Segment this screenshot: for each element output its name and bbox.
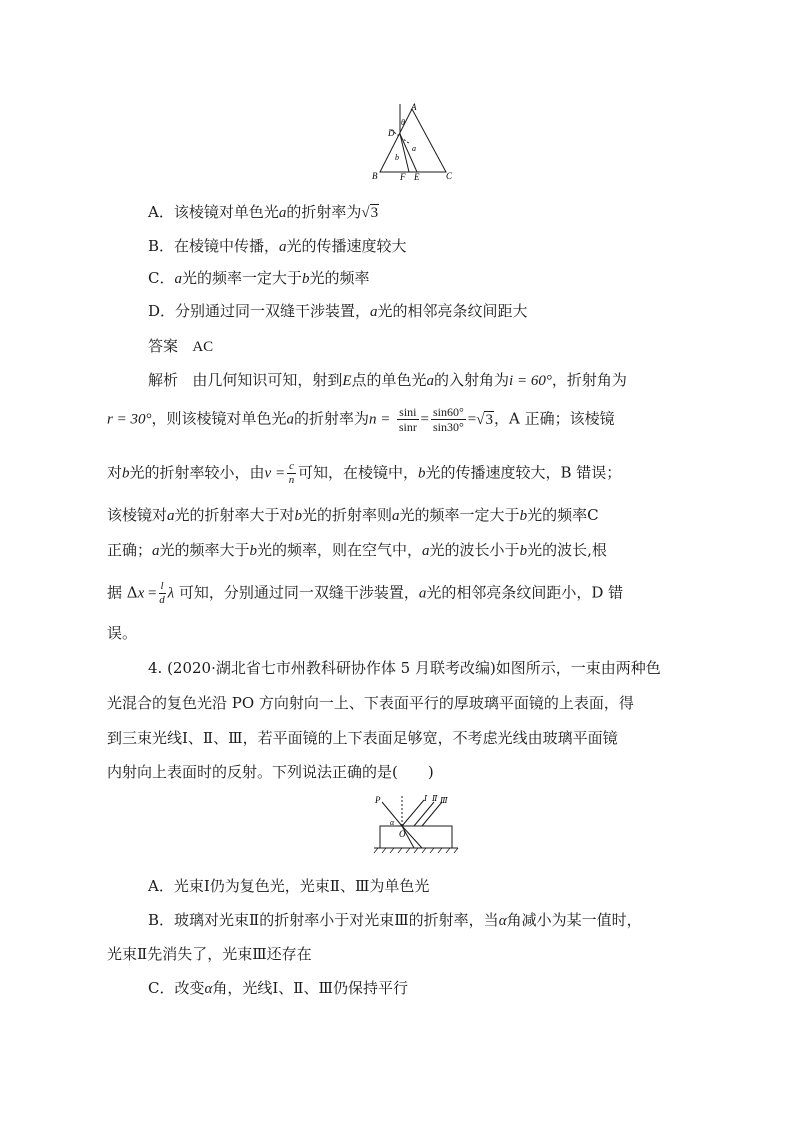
ray-III [422, 802, 442, 826]
label-A: A [411, 102, 417, 112]
q4-stem-line-2: 光混合的复色光沿 PO 方向射向一上、下表面平行的厚玻璃平面镜的上表面，得 [107, 694, 634, 712]
glass-slab-figure [372, 792, 462, 854]
analysis-line-4: 该棱镜对a光的折射率大于对b光的折射率则a光的频率一定大于b光的频率C [107, 506, 599, 524]
analysis-line-1: 解析 由几何知识可知，射到E点的单色光a的入射角为i = 60°，折射角为 [148, 371, 627, 389]
analysis-line-3: 对b光的折射率较小，由v = $\frac{c}{n}$ 可知，在棱镜中，b光的传播速度较大，B 错误； [107, 460, 622, 486]
q4-option-b-line-2: 光束Ⅱ先消失了，光束Ⅲ还存在 [107, 945, 312, 963]
analysis-label: 解析 [148, 371, 179, 389]
label-D: D [388, 128, 395, 138]
label-theta: θ [401, 118, 405, 127]
label-P: P [375, 795, 381, 805]
q4-option-b-line-1: B．玻璃对光束Ⅱ的折射率小于对光束Ⅲ的折射率，当α角减小为某一值时， [148, 911, 642, 929]
analysis-line-2: r = 30°，则该棱镜对单色光a的折射率为n = $\frac{\sin i}{\sin r}$ = $\frac{\sin 60^\circ}{\sin 30^\circ}$ =√3，A 正确；该棱镜 [107, 405, 615, 434]
label-F: F [400, 172, 406, 182]
label-B: B [372, 171, 378, 181]
analysis-line-6: 据 Δx = $\frac{l}{d}$ λ 可知，分别通过同一双缝干涉装置，a光的相邻亮条纹间距小，D 错 [107, 580, 624, 606]
label-II: Ⅱ [432, 794, 438, 803]
option-a: A．该棱镜对单色光a的折射率为√3 [148, 203, 379, 221]
ray-II [414, 802, 434, 826]
label-I: Ⅰ [424, 794, 428, 803]
label-III: Ⅲ [440, 796, 448, 805]
label-O: O [399, 829, 406, 839]
label-a: a [412, 144, 416, 153]
label-E: E [414, 172, 420, 182]
label-alpha: α [390, 818, 395, 827]
q4-stem-line-3: 到三束光线Ⅰ、Ⅱ、Ⅲ，若平面镜的上下表面足够宽，不考虑光线由玻璃平面镜 [107, 729, 618, 747]
answer-label: 答案 [148, 337, 179, 355]
label-b: b [395, 153, 399, 162]
option-c: C．a光的频率一定大于b光的频率 [148, 269, 370, 287]
option-b: B．在棱镜中传播，a光的传播速度较大 [148, 237, 407, 255]
analysis-line-5: 正确；a光的频率大于b光的频率，则在空气中，a光的波长小于b光的波长,根 [107, 541, 607, 559]
option-d: D．分别通过同一双缝干涉装置，a光的相邻亮条纹间距大 [148, 302, 528, 320]
label-C: C [446, 171, 453, 181]
answer-value: AC [192, 339, 214, 355]
answer [148, 336, 213, 357]
q4-stem-line-4: 内射向上表面时的反射。下列说法正确的是( ) [107, 763, 434, 781]
glass-slab [380, 826, 452, 848]
prism-figure [370, 102, 460, 182]
analysis-line-7: 误。 [107, 624, 138, 642]
q4-stem-line-1: 4. (2020·湖北省七市州教科研协作体 5 月联考改编)如图所示，一束由两种色 [148, 659, 661, 677]
q4-option-a: A．光束Ⅰ仍为复色光，光束Ⅱ、Ⅲ为单色光 [148, 877, 430, 895]
ray-a [400, 134, 417, 172]
q4-option-c: C．改变α角，光线Ⅰ、Ⅱ、Ⅲ仍保持平行 [148, 979, 408, 997]
ray-I [402, 800, 424, 826]
